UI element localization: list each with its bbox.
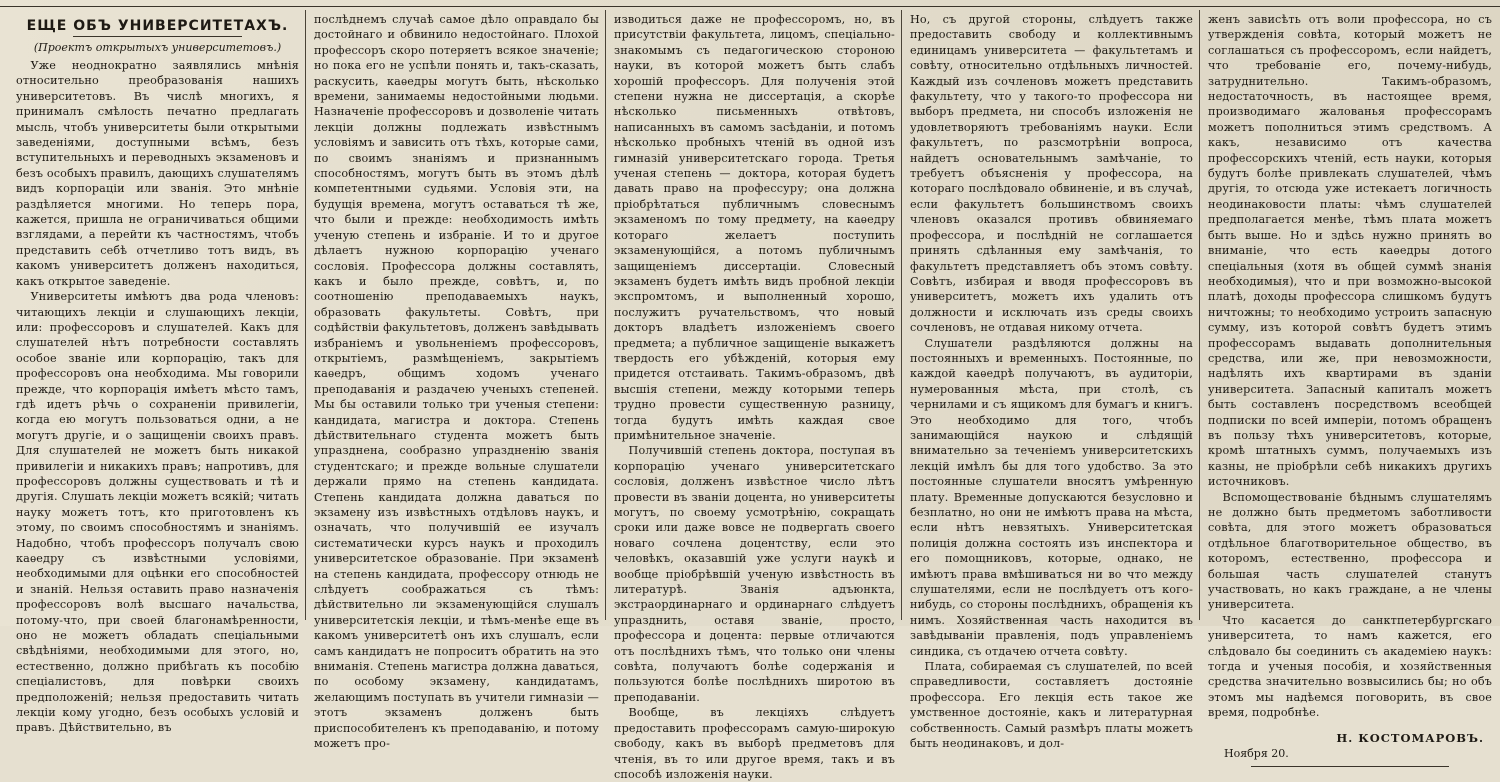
column-container — [8, 10, 1498, 781]
column-1 — [8, 10, 306, 735]
article-title: ЕЩЕ ОБЪ УНИВЕРСИТЕТАХЪ. — [26, 18, 289, 34]
paragraph: Но, съ другой стороны, слѣдуетъ также предоставить свободу и коллективнымъ единицамъ университета — факультетамъ и совѣту, относительно отдѣльныхъ личностей. Каждый изъ сочленовъ можетъ представить факультету, что у такого-то профессора ни выборъ предмета, ни способъ изложенія не удовлетворяютъ требованіямъ науки. Если факультетъ, по разсмотрѣніи вопроса, найдетъ основательнымъ замѣчаніе, то требуетъ объясненія у профессора, на котораго послѣдовало обвиненіе, и въ случаѣ, если факультетъ большинствомъ своихъ членовъ оказался противъ обвиняемаго профессора, и послѣдній не соглашается принять сдѣланныя ему замѣчанія, то факультетъ представляетъ объ этомъ совѣту. Совѣтъ, избирая и вводя профессоровъ въ университетъ, можетъ ихъ удалить отъ должности и исключать изъ среды своихъ сочленовъ, не отдавая никому отчета. — [910, 13, 1193, 335]
column-5 — [1200, 10, 1498, 760]
paragraph: Слушатели раздѣляются должны на постоянныхъ и временныхъ. Постоянные, по каждой каѳедрѣ получаютъ, въ аудиторіи, нумерованныя мѣста, при столѣ, съ чернилами и съ ящикомъ для бумагъ и книгъ. Это необходимо для того, чтобъ занимающійся наукою и слѣдящій внимательно за теченіемъ университетскихъ лекцій имѣлъ бы для того удобство. За это постоянные слушатели вносятъ умѣренную плату. Временные допускаются безусловно и безплатно, но они не имѣютъ права на мѣста, если нѣтъ невзятыхъ. Университетская полиція должна состоять изъ инспектора и его помощниковъ, которые, однако, не имѣютъ права вмѣшиваться ни во что между слушателями, если не послѣдуетъ отъ кого-нибудь, со стороны послѣднихъ, обращенія къ нимъ. Хозяйственная часть находится въ завѣдываніи правленія, подъ управленіемъ синдика, съ отдачею отчета совѣту. — [910, 336, 1193, 658]
paragraph: Университеты имѣютъ два рода членовъ: читающихъ лекціи и слушающихъ лекціи, или: профессоровъ и слушателей. Какъ для слушателей нѣтъ потребности составлять особое званіе или корпорацію, такъ для профессоровъ она необходима. Мы говорили прежде, что корпорація имѣетъ мѣсто тамъ, гдѣ идетъ рѣчь о сохраненіи привилегіи, когда ею могутъ пользоваться одни, а не могутъ другіе, и о защищеніи своихъ правъ. Для слушателей не можетъ быть никакой привилегіи и никакихъ правъ; напротивъ, для профессоровъ должны существовать и тѣ и другія. Слушать лекціи можетъ всякій; читать науку можетъ тотъ, кто приготовленъ къ этому, по своимъ способностямъ и знаніямъ. Надобно, чтобъ профессоръ получалъ свою каѳедру съ извѣстными условіями, необходимыми для оцѣнки его способностей и знаній. Нельзя оставить право назначенія профессоровъ волѣ высшаго начальства, потому-что, при своей благонамѣренности, оно не можетъ обладать спеціальными свѣдѣніями, необходимыми для этого, но, естественно, должно прибѣгать къ пособію спеціалистовъ, для повѣрки своихъ предположеній; нельзя предоставить читать лекціи кому угодно, безъ особыхъ условій и правъ. Дѣйствительно, въ — [16, 290, 299, 735]
paragraph: Что касается до санктпетербургскаго университета, то намъ кажется, его слѣдовало бы соединить съ академіею наукъ: тогда и ученыя пособія, и хозяйственныя средства значительно возвысились бы; но объ этомъ мы надѣемся поговорить, въ свое время, подробнѣе. — [1208, 613, 1492, 720]
top-rule — [0, 6, 1500, 7]
column-1-text — [16, 58, 299, 736]
column-5-text — [1208, 12, 1492, 721]
column-2 — [306, 10, 606, 751]
paragraph: изводиться даже не профессоромъ, но, въ присутствіи факультета, лицомъ, спеціально-знакомымъ съ педагогическою стороною науки, въ которой можетъ быть слабъ хорошій профессоръ. Для полученія этой степени нужна не диссертація, а скорѣе нѣсколько письменныхъ отвѣтовъ, написанныхъ въ самомъ засѣданіи, и потомъ нѣсколько пробныхъ чтеній въ одной изъ гимназій университетскаго города. Третья ученая степень — доктора, которая будетъ давать право на профессуру; она должна пріобрѣтаться публичнымъ словеснымъ экзаменомъ по тому предмету, на каѳедру котораго желаетъ поступить экзаменующійся, а потомъ публичнымъ защищеніемъ диссертаціи. Словесный экзаменъ будетъ имѣть видъ пробной лекціи экспромтомъ, и выполненный хорошо, послужитъ ручательствомъ, что новый докторъ владѣетъ изложеніемъ своего предмета; а публичное защищеніе выкажетъ твердость его убѣжденій, которыя ему придется отстаивать. Такимъ-образомъ, двѣ высшія степени, между которыми теперь трудно провести существенную разницу, тогда будутъ имѣть каждая свое примѣнительное значеніе. — [614, 13, 895, 442]
paragraph: Вообще, въ лекціяхъ слѣдуетъ предоставить профессорамъ самую-широкую свободу, какъ въ выборѣ предметовъ для чтенія, въ то или другое время, такъ и въ способѣ изложенія науки. — [614, 706, 895, 781]
title-divider — [73, 36, 243, 37]
author-signature: Н. КОСТОМАРОВЪ. — [1336, 730, 1484, 745]
article-date: Ноября 20. — [1224, 746, 1289, 760]
paragraph: Плата, собираемая съ слушателей, по всей справедливости, составляетъ достояніе профессора. Его лекція есть такое же умственное достояніе, какъ и литературная собственность. Самый размѣръ платы можетъ быть неодинаковъ, и дол- — [910, 660, 1193, 751]
end-rule — [1251, 766, 1450, 767]
paragraph: Получившій степень доктора, поступая въ корпорацію ученаго университетскаго сословія, долженъ извѣстное число лѣтъ провести въ званіи доцента, но университеты могутъ, по своему усмотрѣнію, сокращать сроки или даже вовсе не подвергать своего новаго сочлена доцентству, если это человѣкъ, оказавшій уже услуги наукѣ и вообще пріобрѣвшій ученую извѣстность въ литературѣ. Званія адъюнкта, экстраординарнаго и ординарнаго слѣдуетъ упразднить, оставя званіе, просто, профессора и доцента: первые отличаются отъ послѣднихъ тѣмъ, что только они члены совѣта, получаютъ болѣе содержанія и пользуются болѣе послѣднихъ широтою въ преподаваніи. — [614, 444, 895, 704]
column-4 — [902, 10, 1200, 751]
paragraph: женъ зависѣть отъ воли профессора, но съ утвержденія совѣта, который можетъ не соглашаться съ профессоромъ, если найдетъ, что требованіе его, почему-нибудь, затруднительно. Такимъ-образомъ, недостаточность, въ настоящее время, производимаго жалованья профессорамъ можетъ пополниться этимъ средствомъ. А какъ, независимо отъ качества профессорскихъ чтеній, есть науки, которыя будутъ болѣе привлекать слушателей, чѣмъ другія, то отсюда уже истекаетъ логичность неодинаковости платы: чѣмъ слушателей предполагается менѣе, тѣмъ плата можетъ быть выше. Но и здѣсь нужно принять во вниманіе, что есть каѳедры дотого спеціальныя (хотя въ общей суммѣ знанія необходимыя), что и при возможно-высокой платѣ, доходы профессора слишкомъ будутъ ничтожны; то необходимо устроить запасную сумму, изъ которой совѣтъ будетъ этимъ профессорамъ выдавать дополнительныя средства, или же, при невозможности, надѣлять ихъ квартирами въ зданіи университета. Запасный капиталъ можетъ быть составленъ посредствомъ всеобщей подписки по всей имперіи, потомъ обращенъ въ пользу тѣхъ университетовъ, которые, кромѣ штатныхъ суммъ, получаемыхъ изъ казны, не пріобрѣли себѣ никакихъ другихъ источниковъ. — [1208, 13, 1492, 489]
column-3 — [606, 10, 902, 781]
paragraph: Уже неоднократно заявлялись мнѣнія относительно преобразованія нашихъ университетовъ. Въ числѣ многихъ, я принималъ смѣлость печатно предлагать мысль, чтобъ университеты были открытыми заведеніями, доступными всѣмъ, безъ вступительныхъ и переводныхъ экзаменовъ и безъ особыхъ правилъ, дающихъ слушателямъ видъ корпораціи или званія. Это мнѣніе раздѣляется многими. Но теперь пора, кажется, пришла не ограничиваться общими взглядами, а перейти къ частностямъ, чтобъ представить себѣ отчетливо тотъ видъ, въ какомъ университетъ долженъ находиться, какъ открытое заведеніе. — [16, 59, 299, 288]
column-2-text — [314, 12, 599, 752]
article-subtitle: (Проектъ открытыхъ университетовъ.) — [33, 41, 282, 54]
paragraph: послѣднемъ случаѣ самое дѣло оправдало бы достойнаго и обвинило недостойнаго. Плохой профессоръ скоро потеряетъ всякое значеніе; но пока его не успѣли понять и, такъ-сказать, раскусить, каѳедры могутъ быть, нѣсколько времени, занимаемы недостойными людьми. Назначеніе профессоровъ и дозволеніе читать лекціи должны подлежать извѣстнымъ условіямъ и зависить отъ тѣхъ, которые сами, по своимъ знаніямъ и признаннымъ способностямъ, могутъ быть въ этомъ дѣлѣ компетентными судьями. Условія эти, на будущія времена, могутъ оставаться тѣ же, что были и прежде: необходимость имѣть ученую степень и избраніе. И то и другое дѣлаетъ нужною корпорацію ученаго сословія. Профессора должны составлять, какъ и было прежде, совѣтъ, и, по соотношенію преподаваемыхъ наукъ, образовать факультеты. Совѣтъ, при содѣйствіи факультетовъ, долженъ завѣдывать избраніемъ и увольненіемъ профессоровъ, открытіемъ, размѣщеніемъ, закрытіемъ каѳедръ, общимъ ходомъ ученаго преподаванія и раздачею ученыхъ степеней. Мы бы оставили только три ученыя степени: кандидата, магистра и доктора. Степень дѣйствительнаго студента можетъ быть упразднена, сообразно упраздненію званія студентскаго; и прежде вольные слушатели держали прямо на степень кандидата. Степень кандидата должна даваться по экзамену изъ извѣстныхъ отдѣловъ наукъ, и означать, что получившій ее изучалъ систематически курсъ наукъ и проходилъ университетское образованіе. При экзаменѣ на степень кандидата, профессору отнюдь не слѣдуетъ соображаться съ тѣмъ: дѣйствительно ли экзаменующійся слушалъ университетскія лекціи, и тѣмъ-менѣе еще въ какомъ университетѣ онъ ихъ слушалъ, если самъ кандидатъ не попроситъ обратить на это вниманія. Степень магистра должна даваться, по особому экзамену, кандидатамъ, желающимъ поступать въ учители гимназіи — этотъ экзаменъ долженъ быть приспособителенъ къ преподаванію, и потому можетъ про- — [314, 13, 599, 751]
column-4-text — [910, 12, 1193, 752]
paragraph: Вспомоществованіе бѣднымъ слушателямъ не должно быть предметомъ заботливости совѣта, для этого можетъ образоваться отдѣльное благотворительное общество, въ которомъ, естественно, профессора и большая часть слушателей станутъ участвовать, но какъ граждане, а не члены университета. — [1208, 490, 1492, 612]
column-3-text — [614, 12, 895, 782]
